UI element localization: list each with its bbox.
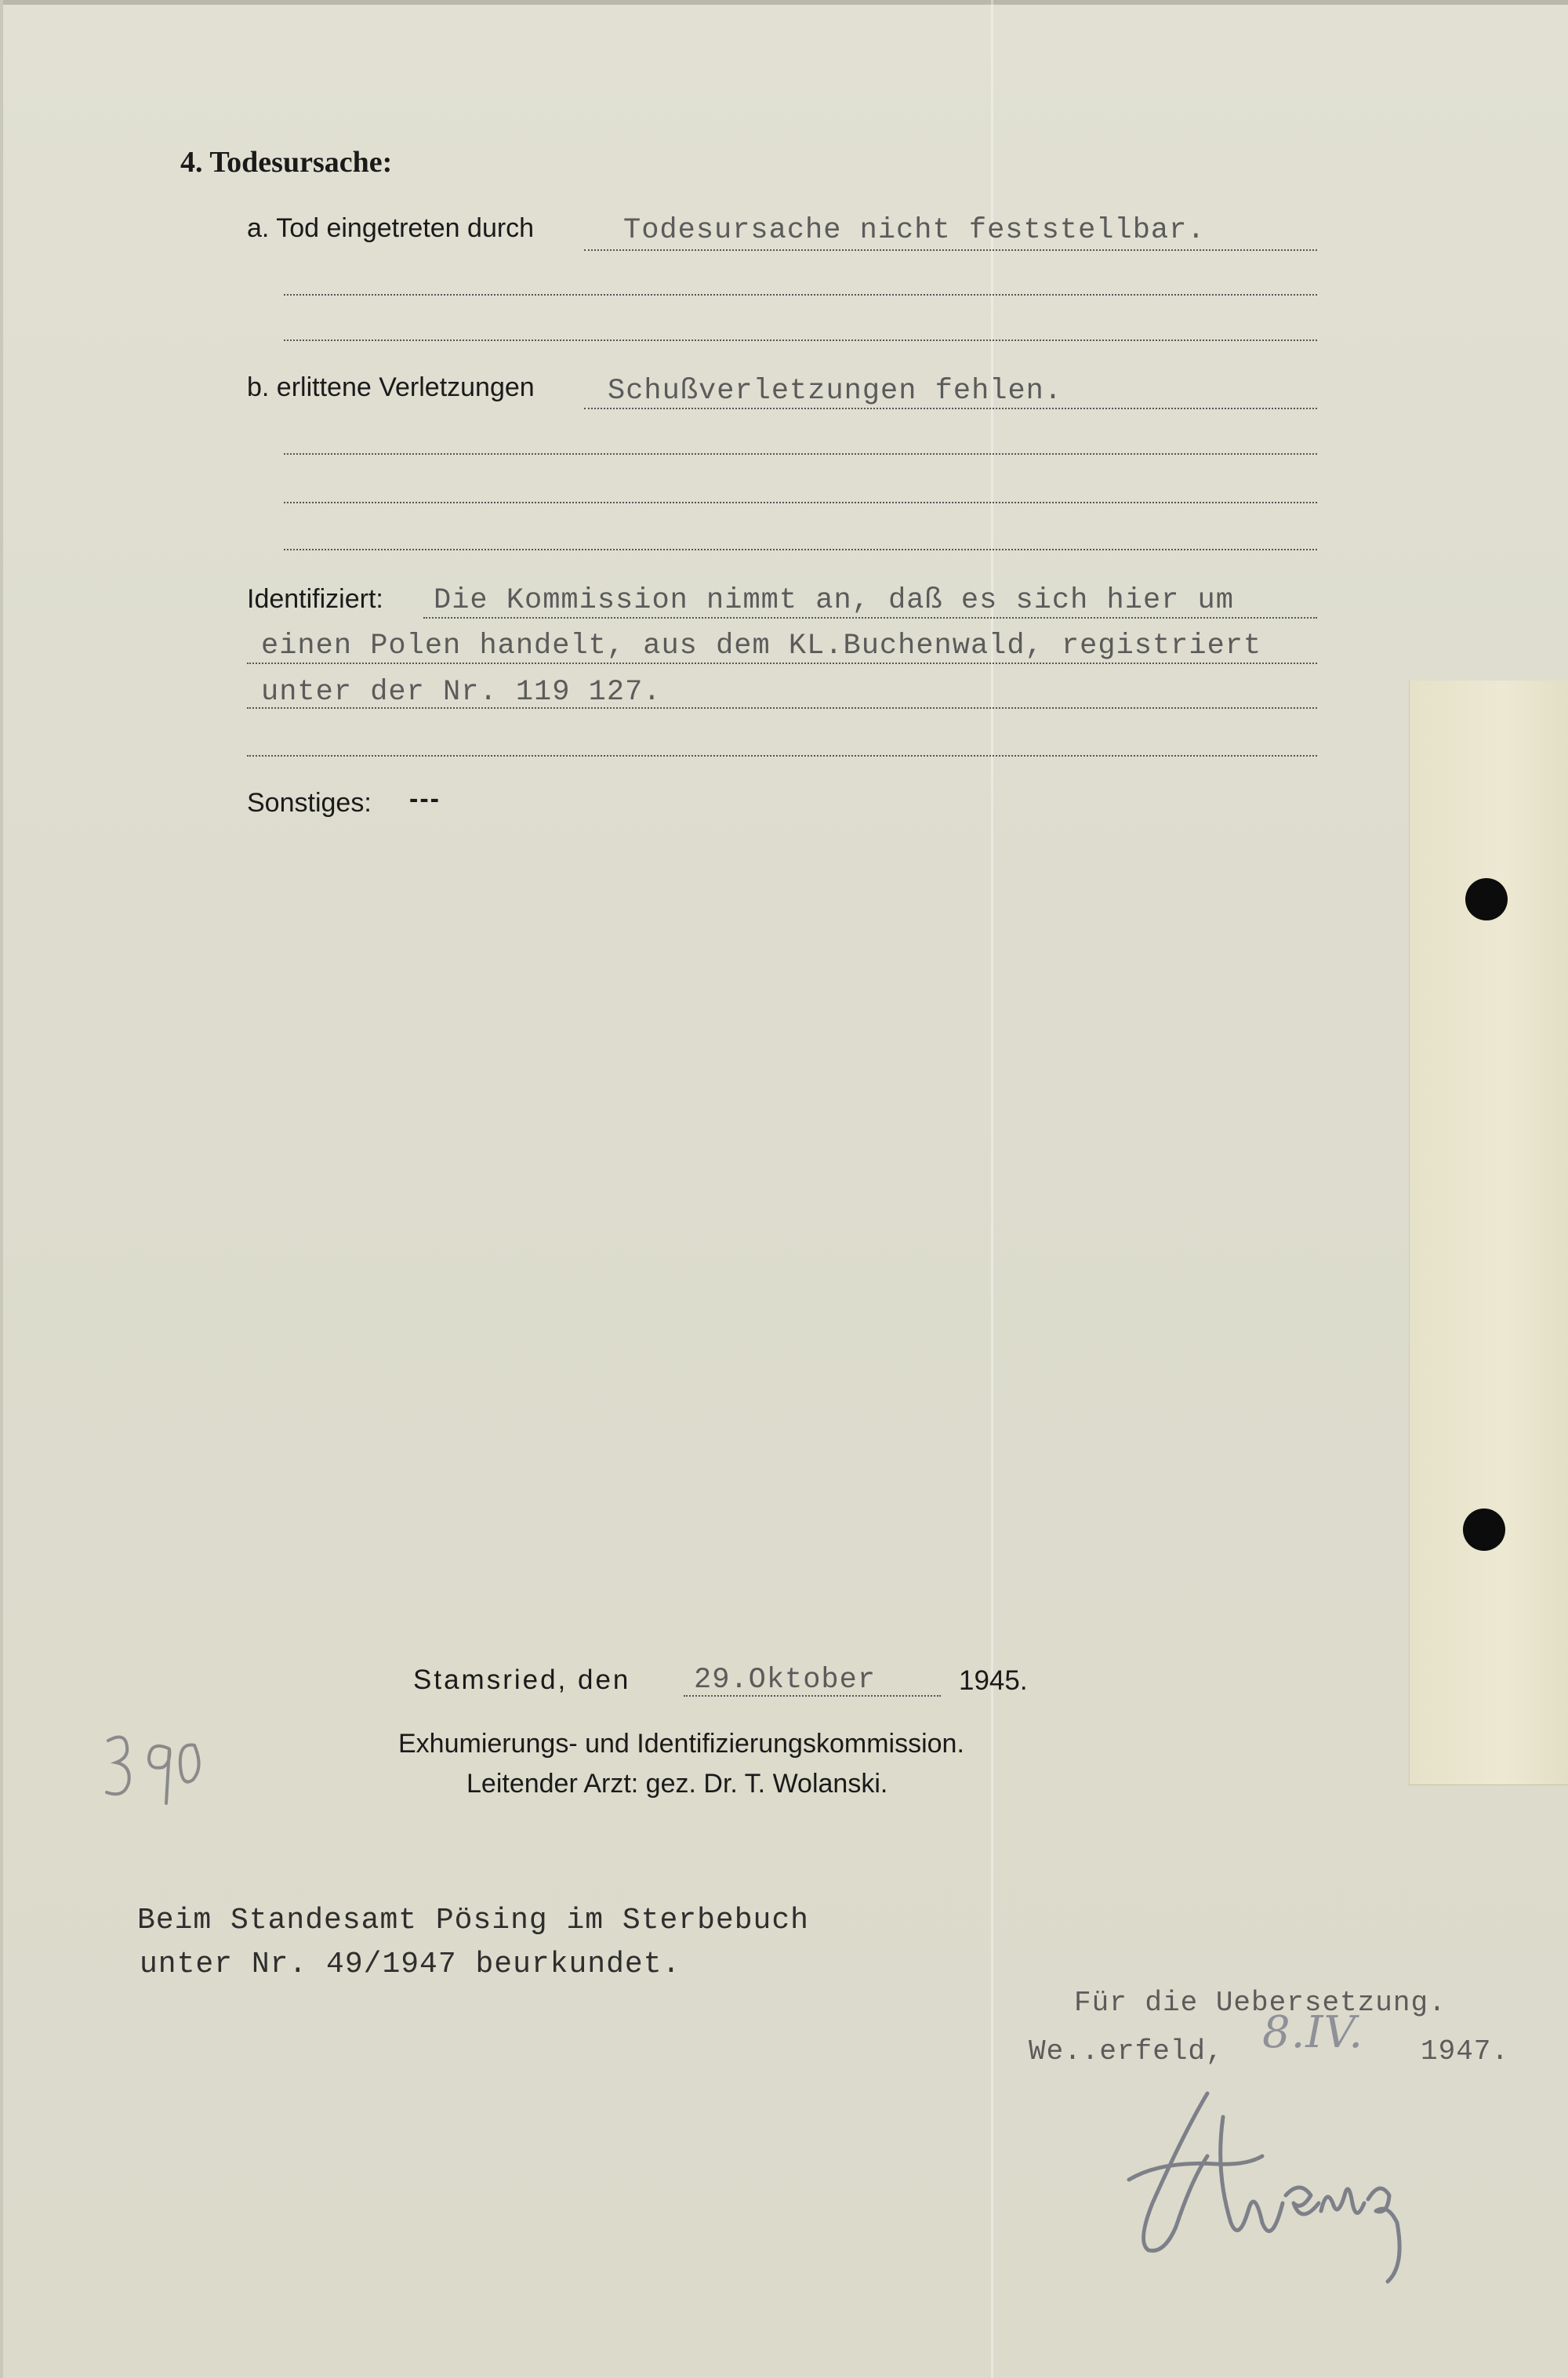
other-label: Sonstiges:	[247, 788, 372, 818]
punch-hole-lower	[1463, 1508, 1505, 1551]
cause-label: a. Tod eingetreten durch	[247, 213, 535, 243]
translation-year: 1947.	[1421, 2035, 1510, 2068]
other-value: ---	[409, 784, 441, 814]
identified-line-2: einen Polen handelt, aus dem KL.Buchenwald, registriert	[261, 630, 1262, 663]
injuries-dotted-line	[584, 408, 1317, 409]
cause-value: Todesursache nicht feststellbar.	[623, 214, 1206, 247]
translation-line-1: Für die Uebersetzung.	[1074, 1987, 1446, 2019]
identified-dotted-line-2	[247, 663, 1317, 664]
cause-dotted-line-3	[284, 339, 1317, 341]
identified-line-1: Die Kommission nimmt an, daß es sich hier um	[434, 584, 1234, 617]
handwritten-number-graphic	[94, 1717, 212, 1819]
paper-fold-line	[991, 0, 993, 2378]
translation-handwritten-date: 8.IV.	[1262, 2007, 1364, 2058]
registry-line-1: Beim Standesamt Pösing im Sterbebuch	[137, 1904, 809, 1937]
translation-place: We..erfeld,	[1029, 2035, 1224, 2068]
cause-dotted-line-2	[284, 294, 1317, 296]
commission-name: Exhumierungs- und Identifizierungskommission.	[398, 1729, 964, 1759]
identified-dotted-line-1	[423, 617, 1317, 619]
identified-dotted-line-4	[247, 755, 1317, 757]
paper-left-edge	[0, 0, 3, 2378]
paper-top-edge	[0, 0, 1568, 5]
injuries-label: b. erlittene Verletzungen	[247, 372, 535, 402]
injuries-dotted-line-3	[284, 502, 1317, 503]
injuries-dotted-line-4	[284, 549, 1317, 550]
registry-line-2: unter Nr. 49/1947 beurkundet.	[140, 1948, 681, 1981]
section-heading: 4. Todesursache:	[180, 146, 393, 179]
place-label: Stamsried, den	[413, 1665, 631, 1695]
cause-dotted-line	[584, 249, 1317, 251]
date-dotted-line	[684, 1695, 941, 1697]
attached-paper-strip	[1409, 681, 1568, 1785]
identified-line-3: unter der Nr. 119 127.	[261, 676, 662, 709]
punch-hole-upper	[1465, 878, 1508, 920]
doctor-name: Leitender Arzt: gez. Dr. T. Wolanski.	[466, 1769, 888, 1799]
injuries-dotted-line-2	[284, 453, 1317, 455]
identified-dotted-line-3	[247, 707, 1317, 709]
injuries-value: Schußverletzungen fehlen.	[608, 375, 1063, 408]
year-label: 1945.	[959, 1665, 1028, 1696]
date-value: 29.Oktober	[694, 1664, 877, 1697]
identified-label: Identifiziert:	[247, 584, 383, 614]
signature-graphic	[1105, 2086, 1450, 2297]
